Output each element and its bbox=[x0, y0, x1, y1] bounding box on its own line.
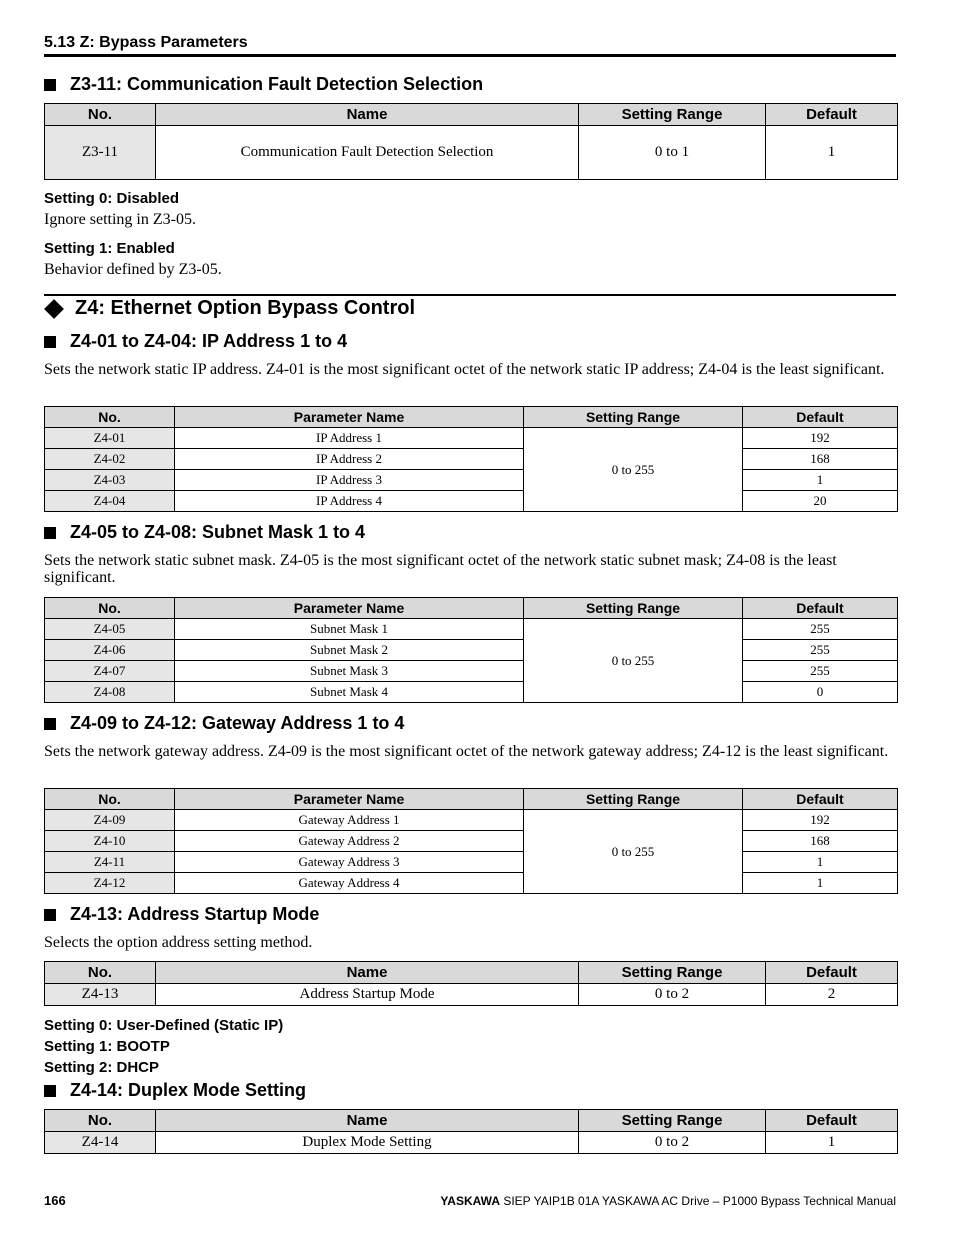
param-no: Z4-05 bbox=[45, 619, 175, 640]
ip-address-heading bbox=[44, 331, 347, 352]
header-name: Name bbox=[156, 104, 579, 126]
header-default: Default bbox=[766, 962, 898, 984]
param-default: 1 bbox=[766, 126, 898, 180]
square-bullet-icon bbox=[44, 79, 56, 91]
gateway-address-heading bbox=[44, 713, 404, 734]
table-header-row bbox=[45, 962, 898, 984]
param-default: 255 bbox=[743, 640, 898, 661]
z4-section-heading bbox=[44, 297, 415, 320]
table-row bbox=[45, 470, 898, 491]
table-row bbox=[45, 810, 898, 831]
param-name: Subnet Mask 3 bbox=[175, 661, 524, 682]
param-default: 0 bbox=[743, 682, 898, 703]
startup-setting-1: Setting 1: BOOTP bbox=[44, 1038, 170, 1055]
header-no: No. bbox=[45, 407, 175, 428]
ip-address-description: Sets the network static IP address. Z4-01 is the most significant octet of the network static IP address; Z4-04 is the least significant. bbox=[44, 361, 885, 378]
param-no: Z4-10 bbox=[45, 831, 175, 852]
param-no: Z4-14 bbox=[45, 1132, 156, 1154]
z3-11-heading-text: Z3-11: Communication Fault Detection Selection bbox=[70, 74, 484, 94]
startup-mode-heading-text: Z4-13: Address Startup Mode bbox=[70, 904, 320, 924]
subnet-mask-table bbox=[44, 597, 898, 703]
param-default: 1 bbox=[743, 852, 898, 873]
param-name: Duplex Mode Setting bbox=[156, 1132, 579, 1154]
header-default: Default bbox=[743, 789, 898, 810]
z3-11-setting-0-text: Ignore setting in Z3-05. bbox=[44, 211, 196, 228]
gateway-address-table bbox=[44, 788, 898, 894]
startup-mode-description: Selects the option address setting method. bbox=[44, 934, 313, 951]
table-header-row bbox=[45, 104, 898, 126]
header-parameter-name: Parameter Name bbox=[175, 598, 524, 619]
param-default: 255 bbox=[743, 619, 898, 640]
header-name: Name bbox=[156, 1110, 579, 1132]
table-header-row bbox=[45, 598, 898, 619]
param-no: Z4-03 bbox=[45, 470, 175, 491]
param-default: 1 bbox=[766, 1132, 898, 1154]
header-no: No. bbox=[45, 104, 156, 126]
table-row bbox=[45, 428, 898, 449]
table-row bbox=[45, 619, 898, 640]
param-name: Subnet Mask 1 bbox=[175, 619, 524, 640]
param-name: Gateway Address 3 bbox=[175, 852, 524, 873]
table-row bbox=[45, 873, 898, 894]
param-no: Z4-07 bbox=[45, 661, 175, 682]
param-name: IP Address 1 bbox=[175, 428, 524, 449]
duplex-mode-heading bbox=[44, 1080, 306, 1101]
table-row bbox=[45, 852, 898, 873]
param-default: 192 bbox=[743, 428, 898, 449]
table-row bbox=[45, 449, 898, 470]
diamond-bullet-icon bbox=[44, 299, 64, 319]
param-default: 168 bbox=[743, 831, 898, 852]
z4-section-heading-text: Z4: Ethernet Option Bypass Control bbox=[75, 297, 416, 319]
square-bullet-icon bbox=[44, 527, 56, 539]
param-name: Communication Fault Detection Selection bbox=[156, 126, 579, 180]
param-default: 20 bbox=[743, 491, 898, 512]
param-no: Z4-09 bbox=[45, 810, 175, 831]
header-no: No. bbox=[45, 789, 175, 810]
footer-manual-text: SIEP YAIP1B 01A YASKAWA AC Drive – P1000 Bypass Technical Manual bbox=[503, 1194, 896, 1208]
param-name: IP Address 4 bbox=[175, 491, 524, 512]
table-row bbox=[45, 1132, 898, 1154]
gateway-address-description: Sets the network gateway address. Z4-09 is the most significant octet of the network gateway address; Z4-12 is the least significant. bbox=[44, 743, 889, 760]
param-range: 0 to 2 bbox=[579, 1132, 766, 1154]
table-row bbox=[45, 491, 898, 512]
square-bullet-icon bbox=[44, 909, 56, 921]
param-name: Subnet Mask 4 bbox=[175, 682, 524, 703]
header-default: Default bbox=[766, 1110, 898, 1132]
subnet-mask-description: Sets the network static subnet mask. Z4-05 is the most significant octet of the network static subnet mask; Z4-08 is the least significant. bbox=[44, 552, 837, 586]
z3-11-setting-0-label: Setting 0: Disabled bbox=[44, 190, 180, 207]
param-name: Gateway Address 1 bbox=[175, 810, 524, 831]
param-no: Z4-04 bbox=[45, 491, 175, 512]
param-no: Z4-12 bbox=[45, 873, 175, 894]
subnet-mask-heading bbox=[44, 522, 365, 543]
page-number: 166 bbox=[44, 1193, 66, 1208]
square-bullet-icon bbox=[44, 1085, 56, 1097]
z3-11-setting-1-text: Behavior defined by Z3-05. bbox=[44, 261, 222, 278]
param-no: Z4-06 bbox=[45, 640, 175, 661]
param-range: 0 to 1 bbox=[579, 126, 766, 180]
table-header-row bbox=[45, 407, 898, 428]
z3-11-heading bbox=[44, 74, 483, 95]
param-range: 0 to 255 bbox=[524, 619, 743, 703]
header-default: Default bbox=[743, 598, 898, 619]
param-name: Subnet Mask 2 bbox=[175, 640, 524, 661]
header-name: Name bbox=[156, 962, 579, 984]
z3-11-setting-1-label: Setting 1: Enabled bbox=[44, 240, 175, 257]
header-default: Default bbox=[766, 104, 898, 126]
header-setting-range: Setting Range bbox=[524, 789, 743, 810]
header-setting-range: Setting Range bbox=[524, 598, 743, 619]
table-row bbox=[45, 126, 898, 180]
header-setting-range: Setting Range bbox=[579, 104, 766, 126]
startup-mode-table bbox=[44, 961, 898, 1006]
gateway-address-heading-text: Z4-09 to Z4-12: Gateway Address 1 to 4 bbox=[70, 713, 405, 733]
square-bullet-icon bbox=[44, 336, 56, 348]
footer-manual-title bbox=[440, 1194, 896, 1208]
param-name: Address Startup Mode bbox=[156, 984, 579, 1006]
header-no: No. bbox=[45, 1110, 156, 1132]
header-setting-range: Setting Range bbox=[579, 1110, 766, 1132]
param-default: 192 bbox=[743, 810, 898, 831]
header-no: No. bbox=[45, 598, 175, 619]
header-rule bbox=[44, 54, 896, 57]
param-no: Z4-08 bbox=[45, 682, 175, 703]
section-rule bbox=[44, 294, 896, 296]
table-row bbox=[45, 831, 898, 852]
ip-address-heading-text: Z4-01 to Z4-04: IP Address 1 to 4 bbox=[70, 331, 348, 351]
param-no: Z4-13 bbox=[45, 984, 156, 1006]
table-row bbox=[45, 640, 898, 661]
param-default: 1 bbox=[743, 873, 898, 894]
param-default: 168 bbox=[743, 449, 898, 470]
header-setting-range: Setting Range bbox=[579, 962, 766, 984]
param-range: 0 to 255 bbox=[524, 428, 743, 512]
param-name: Gateway Address 2 bbox=[175, 831, 524, 852]
subnet-mask-heading-text: Z4-05 to Z4-08: Subnet Mask 1 to 4 bbox=[70, 522, 366, 542]
table-header-row bbox=[45, 1110, 898, 1132]
startup-mode-heading bbox=[44, 904, 319, 925]
duplex-mode-table bbox=[44, 1109, 898, 1154]
header-default: Default bbox=[743, 407, 898, 428]
param-name: IP Address 3 bbox=[175, 470, 524, 491]
param-range: 0 to 255 bbox=[524, 810, 743, 894]
startup-setting-2: Setting 2: DHCP bbox=[44, 1059, 160, 1076]
header-no: No. bbox=[45, 962, 156, 984]
table-header-row bbox=[45, 789, 898, 810]
square-bullet-icon bbox=[44, 718, 56, 730]
z3-11-table bbox=[44, 103, 898, 180]
header-parameter-name: Parameter Name bbox=[175, 789, 524, 810]
ip-address-table bbox=[44, 406, 898, 512]
param-no: Z4-11 bbox=[45, 852, 175, 873]
param-no: Z4-01 bbox=[45, 428, 175, 449]
startup-setting-0: Setting 0: User-Defined (Static IP) bbox=[44, 1017, 284, 1034]
param-default: 255 bbox=[743, 661, 898, 682]
footer-brand: YASKAWA bbox=[440, 1194, 500, 1208]
param-default: 2 bbox=[766, 984, 898, 1006]
header-setting-range: Setting Range bbox=[524, 407, 743, 428]
param-no: Z3-11 bbox=[45, 126, 156, 180]
param-no: Z4-02 bbox=[45, 449, 175, 470]
param-name: IP Address 2 bbox=[175, 449, 524, 470]
running-head: 5.13 Z: Bypass Parameters bbox=[44, 34, 248, 51]
param-range: 0 to 2 bbox=[579, 984, 766, 1006]
table-row bbox=[45, 984, 898, 1006]
duplex-mode-heading-text: Z4-14: Duplex Mode Setting bbox=[70, 1080, 307, 1100]
table-row bbox=[45, 661, 898, 682]
param-default: 1 bbox=[743, 470, 898, 491]
table-row bbox=[45, 682, 898, 703]
param-name: Gateway Address 4 bbox=[175, 873, 524, 894]
header-parameter-name: Parameter Name bbox=[175, 407, 524, 428]
